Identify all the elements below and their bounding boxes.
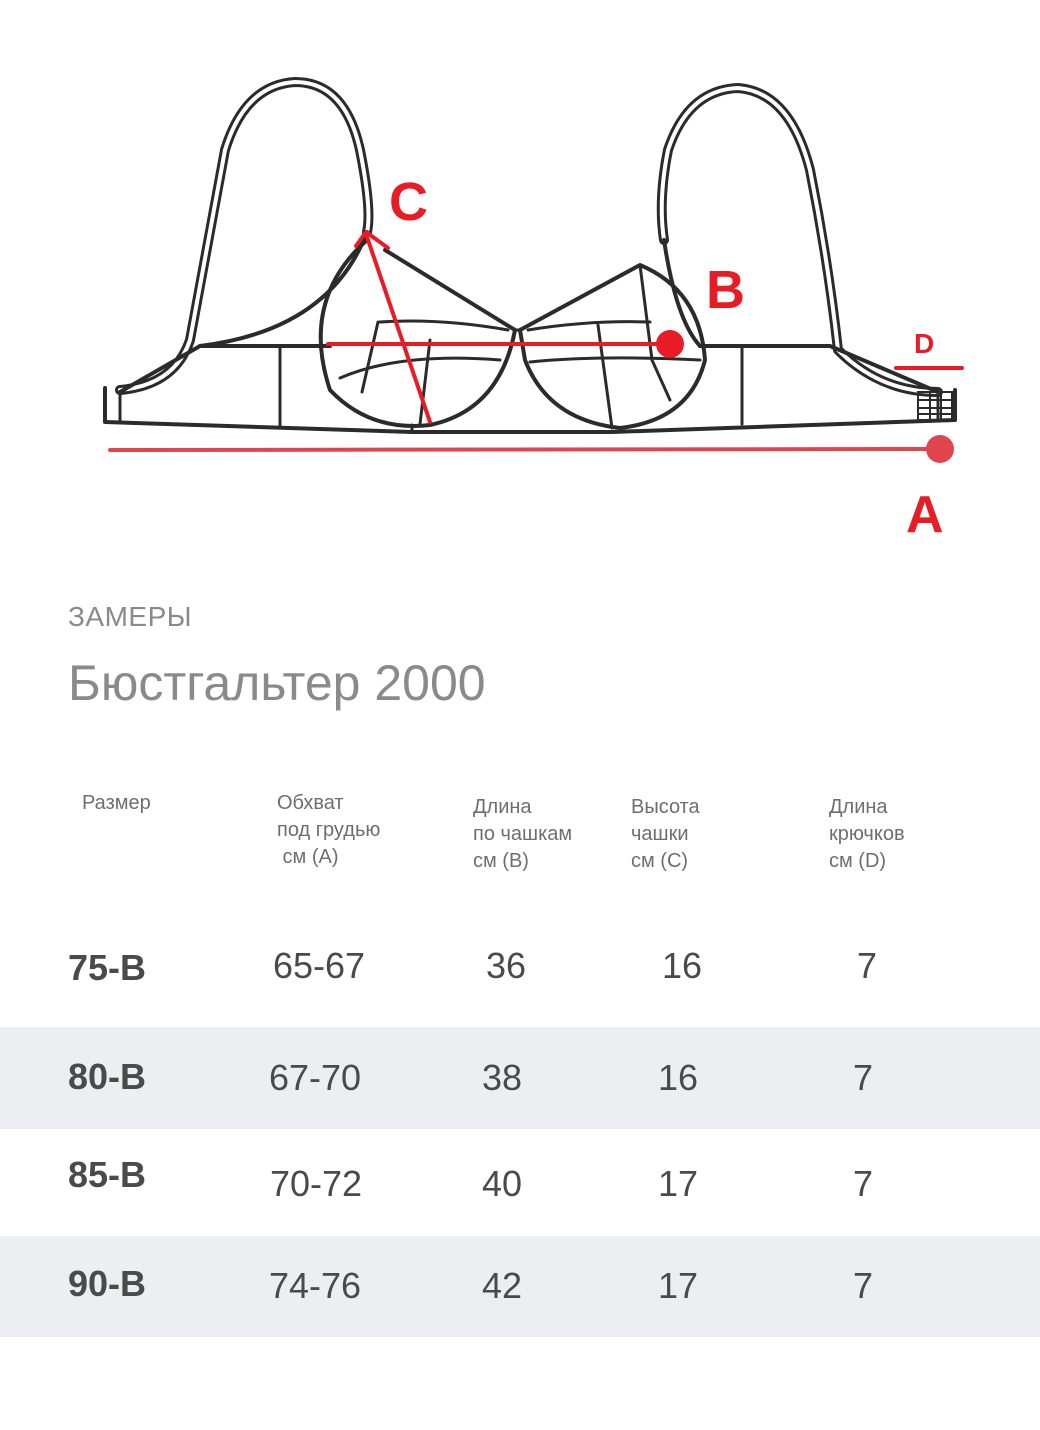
hook-length-cell: 7 [853, 1265, 874, 1306]
hook-length-cell: 7 [857, 945, 878, 986]
underbust-cell: 74-76 [269, 1265, 362, 1306]
hook-length-cell: 7 [853, 1057, 874, 1098]
size-cell: 90-B [68, 1263, 147, 1304]
bra-outline-drawing [0, 0, 1040, 560]
marker-b [656, 330, 684, 358]
underbust-cell: 65-67 [273, 945, 366, 986]
cup-height-cell: 16 [658, 1057, 699, 1098]
cup-height-cell: 16 [662, 945, 703, 986]
label-b: B [706, 260, 745, 320]
cup-length-cell: 40 [482, 1163, 523, 1204]
header-cup-height: Высота чашки см (C) [631, 796, 700, 872]
size-cell: 75-B [68, 947, 147, 988]
label-a: A [906, 486, 944, 544]
product-title: Бюстгальтер 2000 [68, 655, 486, 711]
cup-length-cell: 38 [482, 1057, 523, 1098]
marker-a [926, 435, 954, 463]
cup-height-cell: 17 [658, 1163, 699, 1204]
header-hook-length: Длина крючков см (D) [829, 796, 905, 872]
header-underbust: Обхват под грудью см (A) [277, 792, 381, 868]
header-cup-length: Длина по чашкам см (B) [473, 796, 573, 872]
section-label: ЗАМЕРЫ [68, 601, 193, 632]
hook-length-cell: 7 [853, 1163, 874, 1204]
size-cell: 80-B [68, 1056, 147, 1097]
header-size: Размер [82, 792, 151, 814]
size-cell: 85-B [68, 1154, 147, 1195]
cup-length-cell: 42 [482, 1265, 523, 1306]
cup-height-cell: 17 [658, 1265, 699, 1306]
cup-length-cell: 36 [486, 945, 527, 986]
underbust-cell: 70-72 [270, 1163, 363, 1204]
label-c: C [389, 172, 428, 232]
label-d: D [914, 328, 935, 359]
underbust-cell: 67-70 [269, 1057, 362, 1098]
